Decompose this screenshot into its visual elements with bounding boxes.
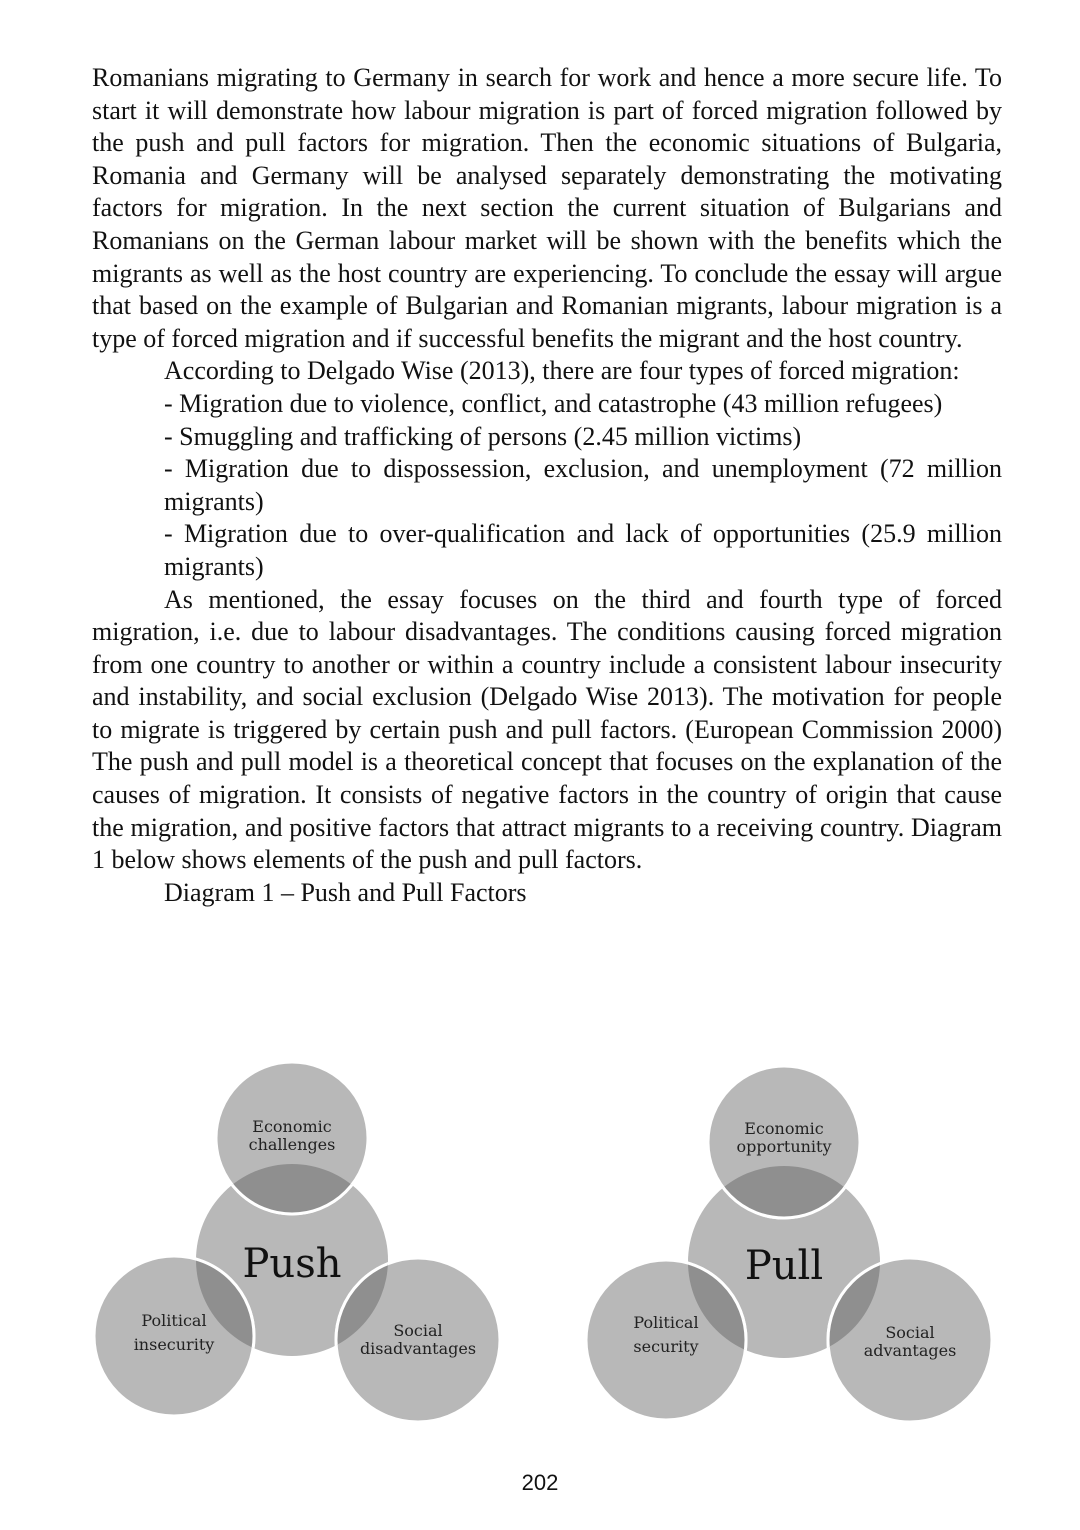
list-item-3: - Migration due to dispossession, exclusion, and unemployment (72 million migrants) [164,454,1002,516]
pull-right-label-2: advantages [863,1341,957,1360]
push-right-label-2: disadvantages [359,1339,477,1358]
push-left-label-1: Political [141,1311,207,1330]
list-item-2: - Smuggling and trafficking of persons (2.45 million victims) [164,421,802,451]
pull-left-label-2: security [633,1337,699,1356]
body-text [92,62,1002,909]
paragraph-intro: Romanians migrating to Germany in search for work and hence a more secure life. To start it will demonstrate how labour migration is part of forced migration followed by the push and pull factors for migration. Then the economic situations of Bulgaria, Romania and Germany will be analysed separately demonstrating the motivating factors for migration. In the next section the current situation of Bulgarians and Romanians on the German labour market will be shown with the benefits which the migrants as well as the host country are experiencing. To conclude the essay will argue that based on the example of Bulgarian and Romanian migrants, labour migration is a type of forced migration and if successful benefits the migrant and the host country. [92,63,1002,353]
pull-group [586,1066,992,1422]
push-top-label-2: challenges [248,1135,336,1154]
pull-top-label-1: Economic [744,1119,824,1138]
push-pull-diagram [0,1050,1080,1450]
list-item-1: - Migration due to violence, conflict, and catastrophe (43 million refugees) [164,388,943,418]
list-item-4: - Migration due to over-qualification and lack of opportunities (25.9 million migrants) [164,519,1002,581]
push-left-label-2: insecurity [133,1335,215,1354]
diagram-caption: Diagram 1 – Push and Pull Factors [164,877,527,907]
pull-center-label: Pull [744,1243,824,1289]
paragraph-push-pull: As mentioned, the essay focuses on the third and fourth type of forced migration, i.e. due to labour disadvantages. The conditions causing forced migration from one country to another or within a country include a consistent labour insecurity and instability, and social exclusion (Delgado Wise 2013). The motivation for people to migrate is triggered by certain push and pull factors. (European Commission 2000) The push and pull model is a theoretical concept that focuses on the explanation of the causes of migration. It consists of negative factors in the country of origin that cause the migration, and positive factors that attract migrants to a receiving country. Diagram 1 below shows elements of the push and pull factors. [92,584,1002,875]
pull-left-label-1: Political [633,1313,699,1332]
pull-top-label-2: opportunity [736,1137,832,1156]
push-right-label-1: Social [393,1321,443,1340]
push-top-label-1: Economic [252,1117,332,1136]
paragraph-types: According to Delgado Wise (2013), there are four types of forced migration: [164,356,960,386]
pull-right-label-1: Social [885,1323,935,1342]
push-center-label: Push [242,1241,342,1287]
push-group [94,1062,500,1422]
page-number: 202 [521,1470,559,1495]
